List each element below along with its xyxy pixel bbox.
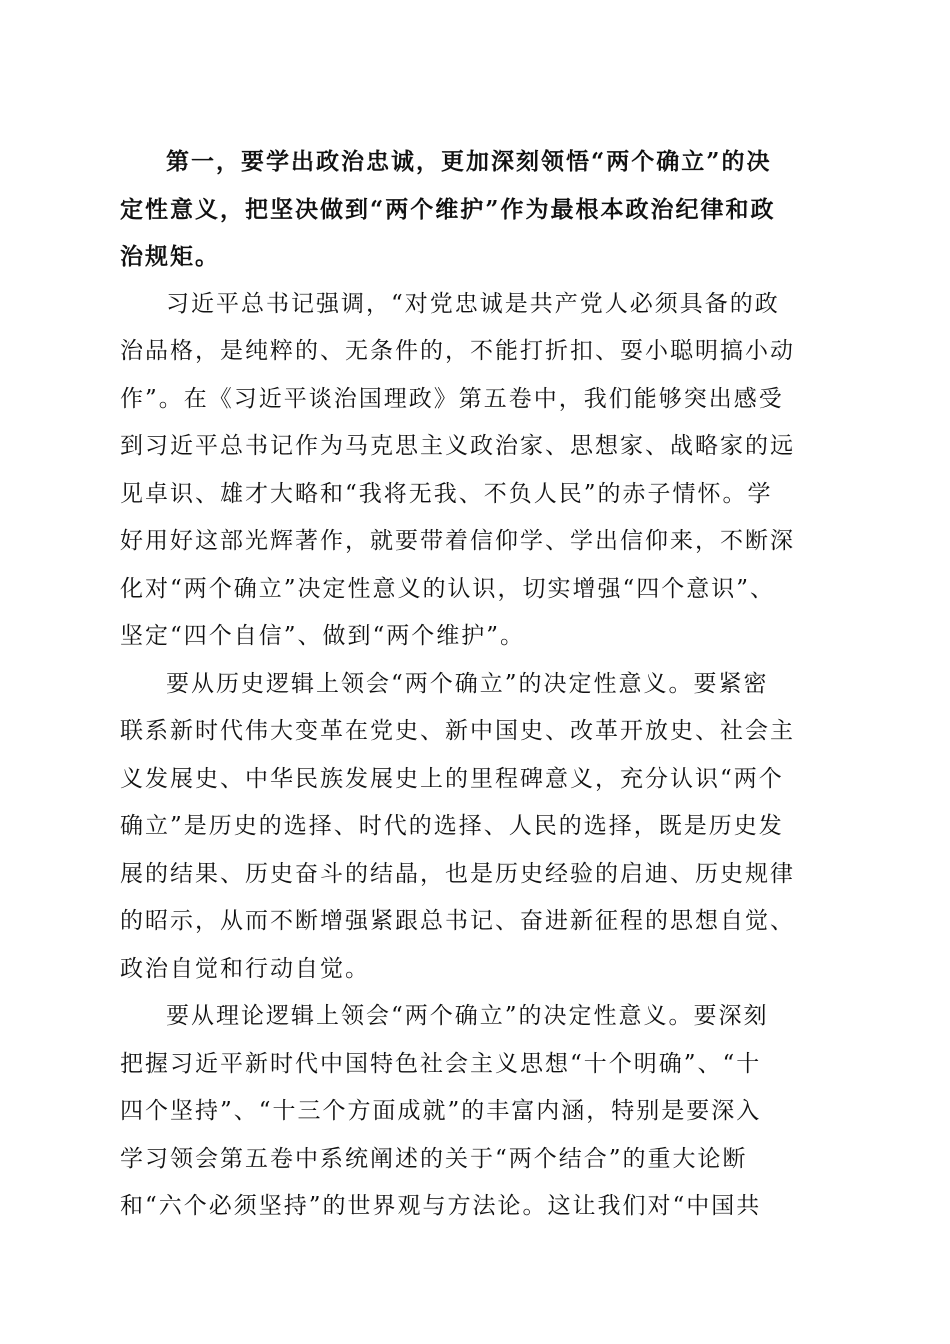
text-line: 治品格，是纯粹的、无条件的，不能打折扣、耍小聪明搞小动	[120, 338, 795, 364]
text-line: 好用好这部光辉著作，就要带着信仰学、学出信仰来，不断深	[120, 528, 795, 554]
text-line: 化对“两个确立”决定性意义的认识，切实增强“四个意识”、	[120, 575, 776, 602]
text-line: 到习近平总书记作为马克思主义政治家、思想家、战略家的远	[120, 433, 795, 459]
text-line: 第一，要学出政治忠诚，更加深刻领悟“两个确立”的决	[166, 148, 772, 175]
text-line: 坚定“四个自信”、做到“两个维护”。	[120, 623, 526, 649]
document-body	[120, 138, 832, 1231]
text-line: 义发展史、中华民族发展史上的里程碑意义，充分认识“两个	[120, 765, 784, 792]
text-line: 联系新时代伟大变革在党史、新中国史、改革开放史、社会主	[120, 718, 795, 744]
text-line: 见卓识、雄才大略和“我将无我、不负人民”的赤子情怀。学	[120, 480, 773, 507]
text-line: 和“六个必须坚持”的世界观与方法论。这让我们对“中国共	[120, 1193, 762, 1219]
text-line: 四个坚持”、“十三个方面成就”的丰富内涵，特别是要深入	[120, 1098, 762, 1124]
text-line: 治规矩。	[120, 243, 220, 270]
text-line: 的昭示，从而不断增强紧跟总书记、奋进新征程的思想自觉、	[120, 908, 795, 934]
paragraph-party-loyalty	[120, 281, 832, 661]
paragraph-theoretical-logic	[120, 993, 832, 1231]
text-line: 确立”是历史的选择、时代的选择、人民的选择，既是历史发	[120, 813, 784, 839]
paragraph-historical-logic	[120, 661, 832, 994]
paragraph-heading-first	[120, 138, 832, 281]
text-line: 展的结果、历史奋斗的结晶，也是历史经验的启迪、历史规律	[120, 860, 795, 887]
text-line: 把握习近平新时代中国特色社会主义思想“十个明确”、“十	[120, 1050, 762, 1077]
text-line: 学习领会第五卷中系统阐述的关于“两个结合”的重大论断	[120, 1145, 748, 1172]
text-line: 要从理论逻辑上领会“两个确立”的决定性意义。要深刻	[166, 1003, 769, 1029]
text-line: 定性意义，把坚决做到“两个维护”作为最根本政治纪律和政	[120, 195, 776, 223]
text-line: 习近平总书记强调，“对党忠诚是共产党人必须具备的政	[166, 290, 780, 317]
text-line: 政治自觉和行动自觉。	[120, 955, 370, 982]
text-line: 作”。在《习近平谈治国理政》第五卷中，我们能够突出感受	[120, 385, 784, 412]
text-line: 要从历史逻辑上领会“两个确立”的决定性意义。要紧密	[166, 670, 769, 697]
